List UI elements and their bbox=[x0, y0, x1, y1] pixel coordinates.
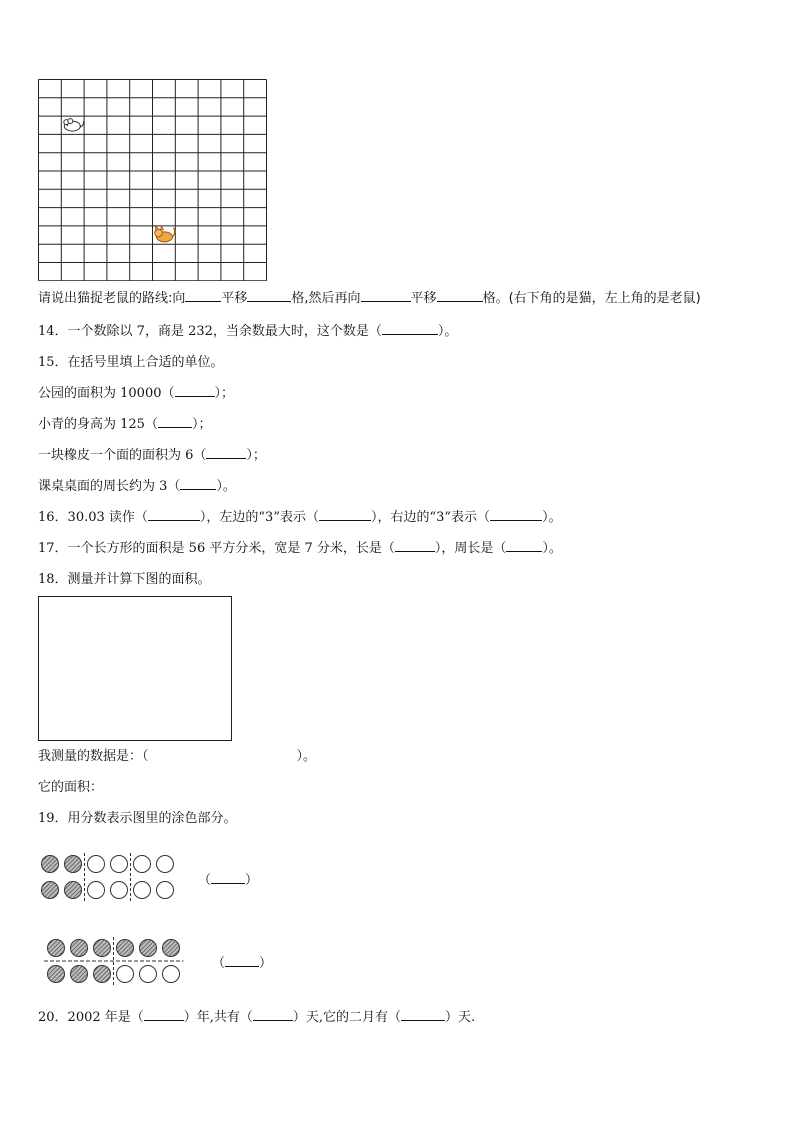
q15-item-text: ）； bbox=[214, 386, 235, 401]
q15-item-text: ）； bbox=[191, 417, 212, 432]
shaded-circle bbox=[65, 856, 82, 873]
q17-text: 17．一个长方形的面积是 56 平方分米，宽是 7 分米，长是（ bbox=[38, 541, 395, 556]
q17-text: ）。 bbox=[542, 541, 562, 556]
q13-blank-2[interactable] bbox=[247, 301, 291, 302]
q16 bbox=[38, 510, 562, 526]
q15-blank[interactable] bbox=[180, 489, 216, 490]
q18-measure-text: ）。 bbox=[296, 749, 317, 764]
q15-item bbox=[38, 448, 266, 464]
q19-answer-1 bbox=[198, 869, 258, 888]
q18-area-label: 它的面积： bbox=[38, 780, 104, 795]
empty-circle bbox=[111, 856, 128, 873]
empty-circle bbox=[88, 856, 105, 873]
q13-blank-1[interactable] bbox=[185, 301, 221, 302]
q19-blank-2[interactable] bbox=[225, 966, 259, 967]
empty-circle bbox=[111, 882, 128, 899]
q13-text-c: 格,然后再向 bbox=[291, 291, 361, 306]
shaded-circle bbox=[71, 966, 88, 983]
shaded-circle bbox=[42, 856, 59, 873]
shaded-circle bbox=[42, 882, 59, 899]
q16-text: ），左边的“3”表示（ bbox=[199, 510, 319, 525]
q13-blank-4[interactable] bbox=[437, 301, 483, 302]
mouse-icon bbox=[64, 119, 84, 132]
q13-text-d: 平移 bbox=[410, 291, 437, 306]
q18-measure bbox=[38, 749, 316, 765]
q16-blank-2[interactable] bbox=[319, 520, 371, 521]
q13-blank-3[interactable] bbox=[361, 301, 411, 302]
q14 bbox=[38, 324, 457, 340]
cat-icon bbox=[155, 226, 175, 242]
q20-blank-2[interactable] bbox=[253, 1020, 293, 1021]
empty-circle bbox=[163, 966, 180, 983]
shaded-circle bbox=[140, 940, 157, 957]
q15-item bbox=[38, 479, 236, 495]
fraction-figure-2 bbox=[44, 936, 204, 988]
q15-blank[interactable] bbox=[175, 396, 215, 397]
q17-blank-2[interactable] bbox=[506, 551, 542, 552]
q15-item-text: ）； bbox=[246, 448, 266, 463]
q19-answer-2 bbox=[212, 952, 272, 971]
q15-item-text: 小青的身高为 125（ bbox=[38, 417, 158, 432]
q20-text: 20．2002 年是（ bbox=[38, 1010, 144, 1025]
q13-text-b: 平移 bbox=[221, 291, 248, 306]
q16-blank-1[interactable] bbox=[148, 520, 200, 521]
q14-text-a: 14．一个数除以 7，商是 232，当余数最大时，这个数是（ bbox=[38, 324, 382, 339]
shaded-circle bbox=[117, 940, 134, 957]
shaded-circle bbox=[94, 940, 111, 957]
empty-circle bbox=[117, 966, 134, 983]
q19-title: 19．用分数表示图里的涂色部分。 bbox=[38, 811, 237, 826]
q19-blank-1[interactable] bbox=[211, 883, 245, 884]
shaded-circle bbox=[71, 940, 88, 957]
empty-circle bbox=[88, 882, 105, 899]
q16-text: ）。 bbox=[542, 510, 562, 525]
route-grid bbox=[38, 79, 268, 281]
q20-text: ）天,它的二月有（ bbox=[292, 1010, 402, 1025]
empty-circle bbox=[157, 856, 174, 873]
q15-item-text: ）。 bbox=[216, 479, 236, 494]
empty-circle bbox=[140, 966, 157, 983]
q20-blank-1[interactable] bbox=[144, 1020, 184, 1021]
q20-blank-3[interactable] bbox=[401, 1020, 445, 1021]
shaded-circle bbox=[65, 882, 82, 899]
q16-text: ），右边的“3”表示（ bbox=[370, 510, 491, 525]
paren-close: ） bbox=[245, 873, 259, 888]
q15-item bbox=[38, 417, 211, 433]
fraction-figure-1 bbox=[38, 852, 198, 904]
q15-item-text: 一块橡皮一个面的面积为 6（ bbox=[38, 448, 207, 463]
q16-text: 16．30.03 读作（ bbox=[38, 510, 148, 525]
q15-blank[interactable] bbox=[158, 427, 192, 428]
q13-text-a: 请说出猫捉老鼠的路线:向 bbox=[38, 291, 186, 306]
paren-close: ） bbox=[259, 956, 273, 971]
q15-item-text: 课桌桌面的周长约为 3（ bbox=[38, 479, 181, 494]
q15-title: 15．在括号里填上合适的单位。 bbox=[38, 355, 224, 370]
paren-open: （ bbox=[212, 956, 226, 971]
q20-text: ）天. bbox=[445, 1010, 476, 1025]
measure-rectangle bbox=[38, 596, 232, 741]
q17-blank-1[interactable] bbox=[395, 551, 435, 552]
q17 bbox=[38, 541, 562, 557]
q17-text: ），周长是（ bbox=[434, 541, 507, 556]
q15-item-text: 公园的面积为 10000（ bbox=[38, 386, 175, 401]
q14-blank[interactable] bbox=[382, 334, 438, 335]
empty-circle bbox=[157, 882, 174, 899]
q13-prompt bbox=[38, 291, 701, 307]
paren-open: （ bbox=[198, 873, 212, 888]
q18-title: 18．测量并计算下图的面积。 bbox=[38, 572, 211, 587]
shaded-circle bbox=[94, 966, 111, 983]
q20 bbox=[38, 1010, 475, 1026]
q14-text-b: ）。 bbox=[437, 324, 458, 339]
q18-measure-text: 我测量的数据是：（ bbox=[38, 749, 149, 764]
q13-text-e: 格。(右下角的是猫，左上角的是老鼠) bbox=[482, 291, 701, 306]
q16-blank-3[interactable] bbox=[490, 520, 542, 521]
shaded-circle bbox=[163, 940, 180, 957]
shaded-circle bbox=[48, 940, 65, 957]
shaded-circle bbox=[48, 966, 65, 983]
q15-blank[interactable] bbox=[206, 458, 246, 459]
q20-text: ）年,共有（ bbox=[183, 1010, 253, 1025]
q15-item bbox=[38, 386, 234, 402]
empty-circle bbox=[134, 882, 151, 899]
empty-circle bbox=[134, 856, 151, 873]
